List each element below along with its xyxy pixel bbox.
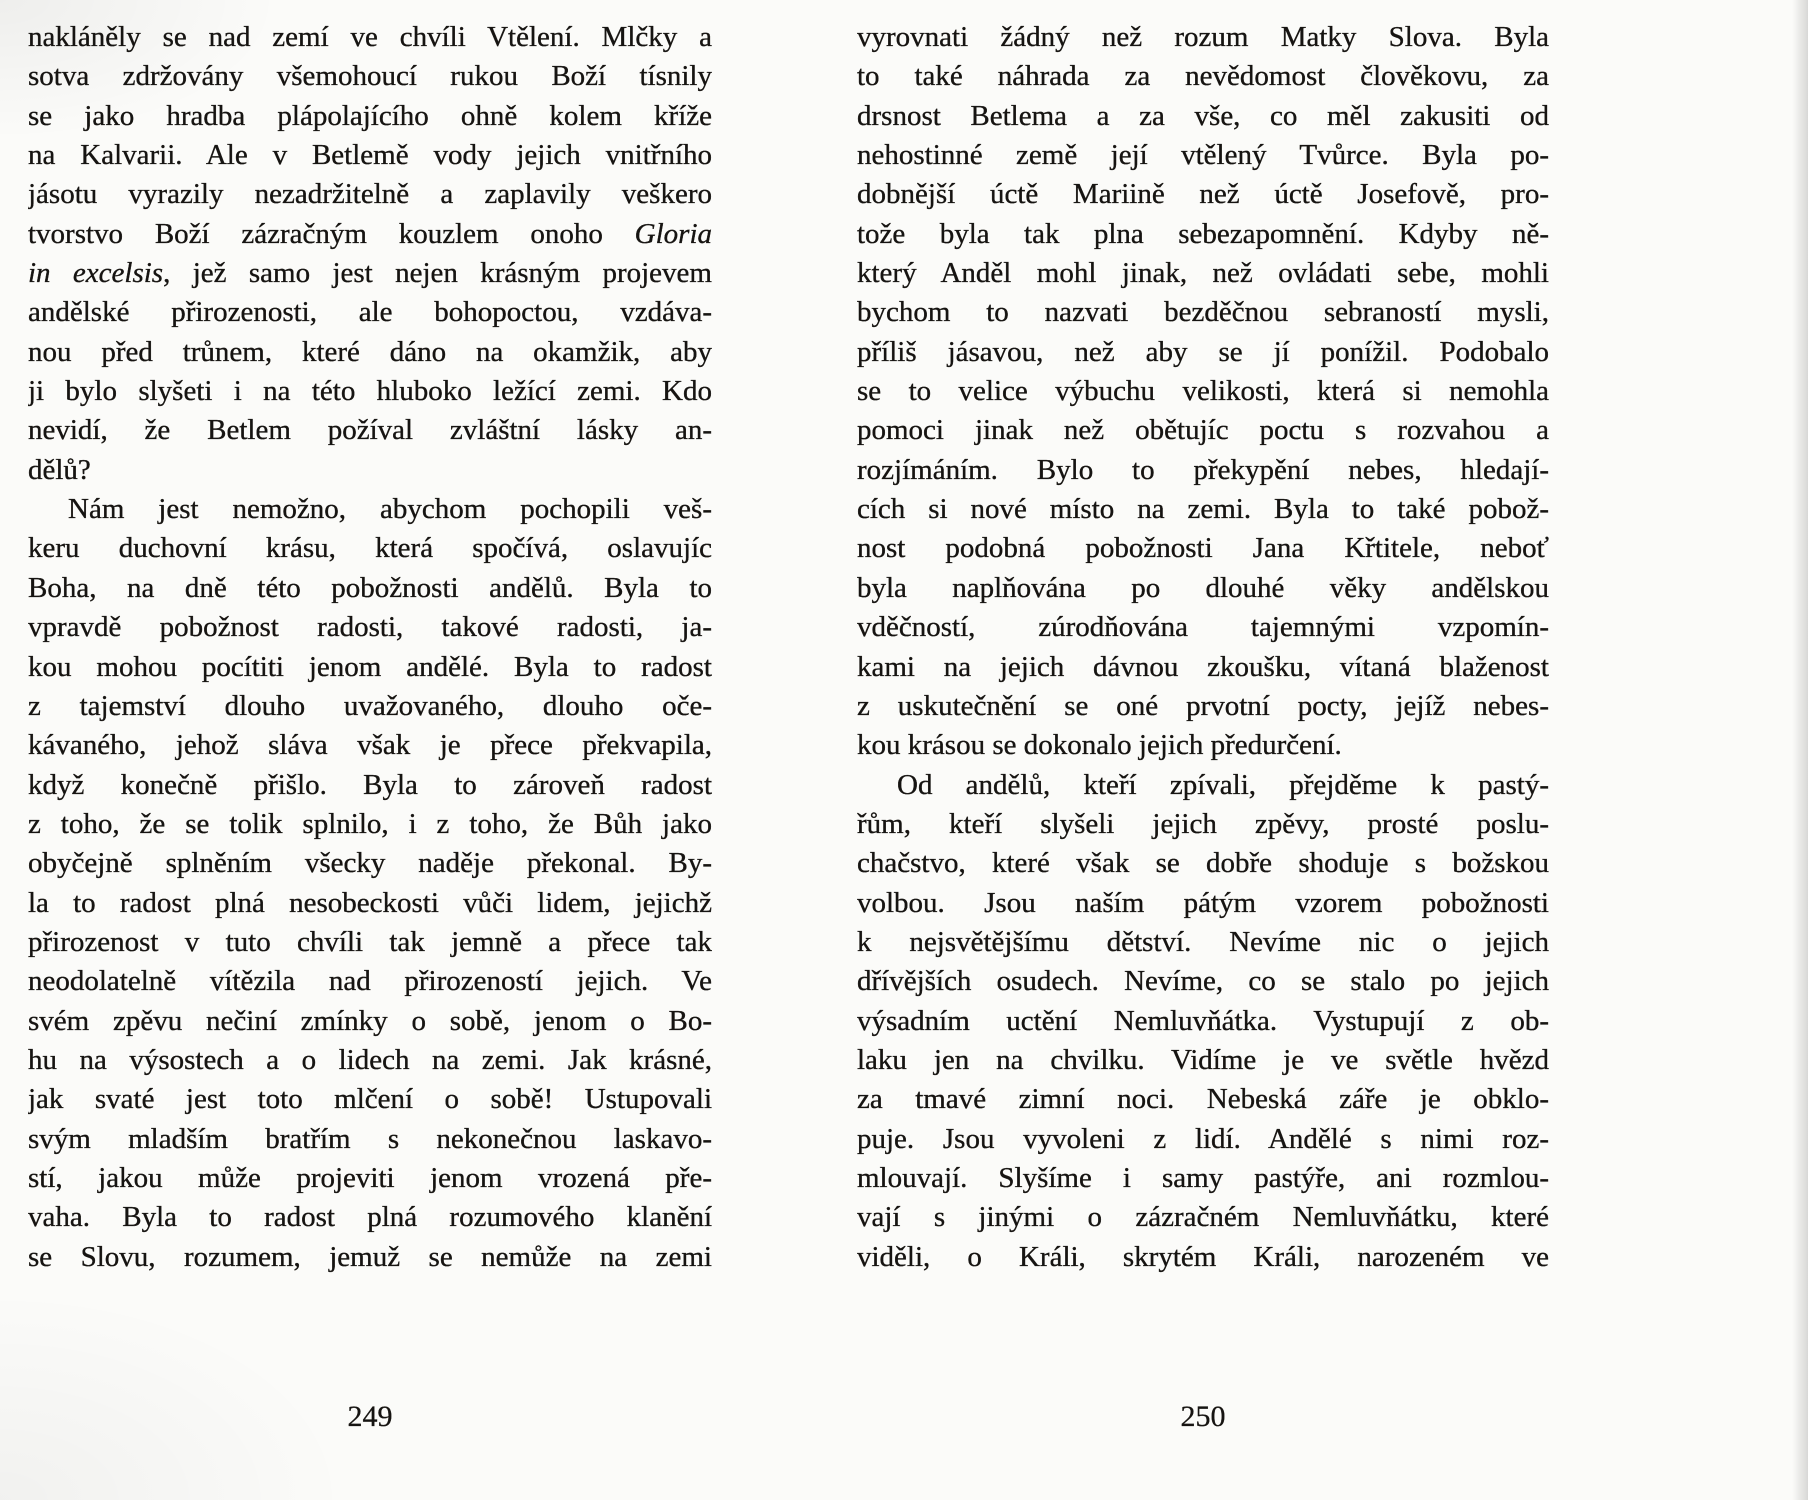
text-line: svým mladším bratřím s nekonečnou laskavo- (28, 1122, 712, 1155)
scan-edge-shadow (1792, 0, 1808, 1500)
page-number-left: 249 (347, 1400, 393, 1433)
text-line: pomoci jinak než obětujíc poctu s rozvahou a (857, 414, 1549, 447)
text-line: z uskutečnění se oné prvotní pocty, jejíž nebes- (857, 689, 1549, 722)
text-line: dobnější úctě Mariině než úctě Josefově, pro- (857, 178, 1549, 211)
text-line: jásotu vyrazily nezadržitelně a zaplavily veškero (28, 178, 712, 211)
text-line: ji bylo slyšeti i na této hluboko ležící zemi. Kdo (28, 375, 712, 408)
text-line: nou před trůnem, které dáno na okamžik, aby (28, 335, 712, 368)
text-line: se to velice výbuchu velikosti, která si nemohla (857, 375, 1549, 408)
text-line: řům, kteří slyšeli jejich zpěvy, prosté poslu- (857, 807, 1549, 840)
text-line: výsadním uctění Nemluvňátka. Vystupují z ob- (857, 1004, 1549, 1037)
text-line: viděli, o Králi, skrytém Králi, narozeném ve (857, 1240, 1549, 1273)
text-line: tvorstvo Boží zázračným kouzlem onoho Gloria (28, 217, 712, 250)
text-line: když konečně přišlo. Byla to zároveň radost (28, 768, 712, 801)
text-line: vděčností, zúrodňována tajemnými vzpomín- (857, 611, 1549, 644)
text-line: nehostinné země její vtělený Tvůrce. Byla po- (857, 139, 1549, 172)
text-line: neodolatelně vítězila nad přirozeností jejich. Ve (28, 965, 712, 998)
text-line: kou mohou pocítiti jenom andělé. Byla to radost (28, 650, 712, 683)
text-line: cích si nové místo na zemi. Byla to také pobož- (857, 493, 1549, 526)
text-line: jak svaté jest toto mlčení o sobě! Ustupovali (28, 1083, 712, 1116)
text-line: dělů? (28, 453, 91, 486)
text-line: kou krásou se dokonalo jejich předurčení. (857, 729, 1342, 762)
text-line: puje. Jsou vyvoleni z lidí. Andělé s nimi roz- (857, 1122, 1549, 1155)
text-line: vají s jinými o zázračném Nemluvňátku, které (857, 1201, 1549, 1234)
text-line: nakláněly se nad zemí ve chvíli Vtělení. Mlčky a (28, 21, 712, 53)
text-line: andělské přirozenosti, ale bohopoctou, vzdáva- (28, 296, 712, 329)
text-line: in excelsis, jež samo jest nejen krásným projevem (28, 257, 712, 290)
right-page-text-column (857, 18, 1549, 1277)
text-line: nevidí, že Betlem požíval zvláštní lásky an- (28, 414, 712, 447)
text-line: la to radost plná nesobeckosti vůči lidem, jejichž (28, 886, 712, 919)
text-line: tože byla tak plna sebezapomnění. Kdyby ně- (857, 217, 1549, 250)
text-line: za tmavé zimní noci. Nebeská záře je obklo- (857, 1083, 1549, 1116)
text-line: na Kalvarii. Ale v Betlemě vody jejich vnitřního (28, 139, 712, 172)
page-number-right: 250 (1180, 1400, 1226, 1433)
text-line: obyčejně splněním všecky naděje překonal. By- (28, 847, 712, 880)
text-line: svém zpěvu nečiní zmínky o sobě, jenom o Bo- (28, 1004, 712, 1037)
text-line: příliš jásavou, než aby se jí ponížil. Podobalo (857, 335, 1549, 368)
text-line: přirozenost v tuto chvíli tak jemně a přece tak (28, 925, 712, 958)
text-line: Nám jest nemožno, abychom pochopili veš- (68, 493, 712, 526)
text-line: vpravdě pobožnost radosti, takové radosti, ja- (28, 611, 712, 644)
text-line: bychom to nazvati bezděčnou sebraností mysli, (857, 296, 1549, 329)
text-line: se Slovu, rozumem, jemuž se nemůže na zemi (28, 1240, 712, 1273)
left-page-text-column (28, 18, 712, 1277)
text-line: z toho, že se tolik splnilo, i z toho, že Bůh jako (28, 807, 712, 840)
text-line: k nejsvětějšímu dětství. Nevíme nic o jejich (857, 925, 1549, 958)
text-line: který Anděl mohl jinak, než ovládati sebe, mohli (857, 257, 1549, 290)
text-line: kami na jejich dávnou zkoušku, vítaná blaženost (857, 650, 1549, 683)
text-line: volbou. Jsou naším pátým vzorem pobožnosti (857, 886, 1549, 919)
text-line: Od andělů, kteří zpívali, přejděme k pastý- (897, 768, 1549, 801)
text-line: laku jen na chvilku. Vidíme je ve světle hvězd (857, 1043, 1549, 1076)
text-line: rozjímáním. Bylo to překypění nebes, hledají- (857, 453, 1549, 486)
text-line: drsnost Betlema a za vše, co měl zakusiti od (857, 99, 1549, 132)
text-line: hu na výsostech a o lidech na zemi. Jak krásné, (28, 1043, 712, 1076)
text-line: z tajemství dlouho uvažovaného, dlouho oče- (28, 689, 712, 722)
text-line: kávaného, jehož sláva však je přece překvapila, (28, 729, 712, 762)
text-line: vyrovnati žádný než rozum Matky Slova. Byla (857, 21, 1549, 53)
text-line: se jako hradba plápolajícího ohně kolem kříže (28, 99, 712, 132)
text-line: chačstvo, které však se dobře shoduje s božskou (857, 847, 1549, 880)
text-line: mlouvají. Slyšíme i samy pastýře, ani rozmlou- (857, 1161, 1549, 1194)
text-line: stí, jakou může projeviti jenom vrozená pře- (28, 1161, 712, 1194)
text-line: vaha. Byla to radost plná rozumového klanění (28, 1201, 712, 1234)
text-line: nost podobná pobožnosti Jana Křtitele, neboť (857, 532, 1549, 565)
text-line: Boha, na dně této pobožnosti andělů. Byla to (28, 571, 712, 604)
text-line: to také náhrada za nevědomost člověkovu, za (857, 60, 1549, 93)
text-line: dřívějších osudech. Nevíme, co se stalo po jejich (857, 965, 1549, 998)
text-line: keru duchovní krásu, která spočívá, oslavujíc (28, 532, 712, 565)
text-line: byla naplňována po dlouhé věky andělskou (857, 571, 1549, 604)
text-line: sotva zdržovány všemohoucí rukou Boží tísnily (28, 60, 712, 93)
